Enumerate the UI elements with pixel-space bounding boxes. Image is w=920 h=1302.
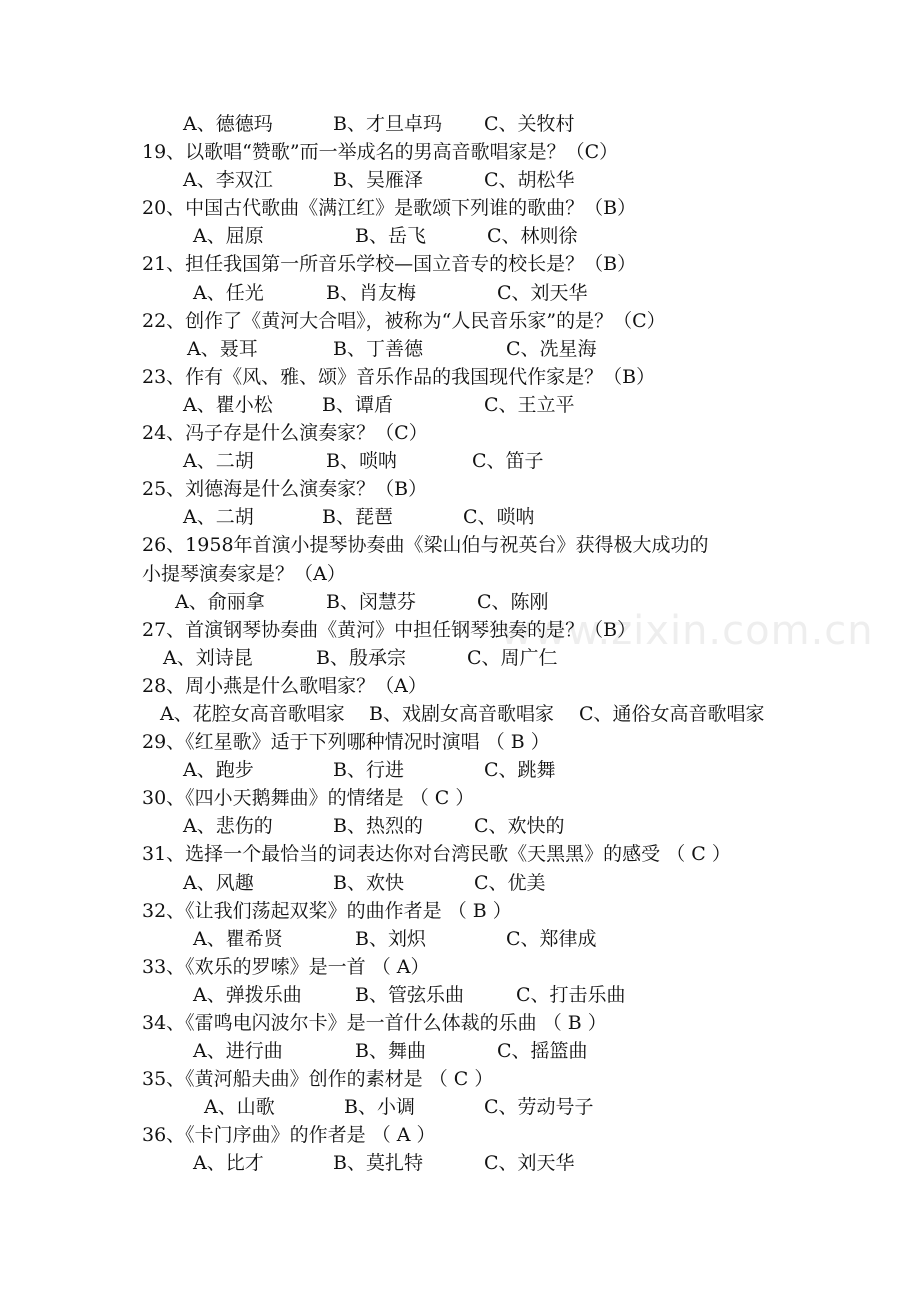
option-c: C、优美 <box>474 871 546 894</box>
answer-options <box>0 1093 920 1121</box>
option-c: C、刘天华 <box>484 1152 575 1175</box>
question-text: 31、选择一个最恰当的词表达你对台湾民歌《天黑黑》的感受 （ C ） <box>142 843 731 866</box>
option-a: A、俞丽拿 <box>175 590 265 613</box>
question-text: 19、以歌唱“赞歌”而一举成名的男高音歌唱家是？（C） <box>142 141 619 164</box>
option-c: C、刘天华 <box>497 281 588 304</box>
answer-options <box>0 1037 920 1065</box>
answer-options <box>0 279 920 307</box>
option-b: B、琵琶 <box>322 506 393 529</box>
question-text: 24、冯子存是什么演奏家？（C） <box>142 422 428 445</box>
question-text: 26、1958年首演小提琴协奏曲《梁山伯与祝英台》获得极大成功的 <box>142 534 709 557</box>
watermark: www.zixin.com.cn <box>500 608 874 654</box>
question-text: 30、《四小天鹅舞曲》的情绪是 （ C ） <box>142 787 475 810</box>
answer-options <box>0 447 920 475</box>
option-a: A、山歌 <box>204 1096 275 1119</box>
option-b: B、唢呐 <box>326 450 397 473</box>
question-text: 20、中国古代歌曲《满江红》是歌颂下列谁的歌曲？（B） <box>142 197 637 220</box>
answer-options <box>0 981 920 1009</box>
answer-options <box>0 812 920 840</box>
option-b: B、刘炽 <box>355 927 426 950</box>
option-a: A、跑步 <box>183 759 254 782</box>
question-text: 25、刘德海是什么演奏家？（B） <box>142 478 428 501</box>
answer-options <box>0 503 920 531</box>
question-text-continued: 小提琴演奏家是？（A） <box>142 562 346 585</box>
question-text: 23、作有《风、雅、颂》音乐作品的我国现代作家是？（B） <box>142 365 656 388</box>
option-c: C、跳舞 <box>484 759 556 782</box>
option-a: A、二胡 <box>183 450 254 473</box>
option-b: B、戏剧女高音歌唱家 <box>369 702 554 725</box>
answer-options <box>0 756 920 784</box>
option-a: A、聂耳 <box>187 337 258 360</box>
option-a: A、德德玛 <box>183 113 273 135</box>
option-c: C、关牧村 <box>484 113 575 135</box>
option-a: A、悲伤的 <box>183 815 273 838</box>
option-b: B、岳飞 <box>355 225 426 248</box>
answer-options <box>0 391 920 419</box>
question-text: 27、首演钢琴协奏曲《黄河》中担任钢琴独奏的是？（B） <box>142 618 637 641</box>
option-a: A、弹拨乐曲 <box>193 983 302 1006</box>
option-c: C、王立平 <box>484 393 575 416</box>
question-text: 34、《雷鸣电闪波尔卡》是一首什么体裁的乐曲 （ B ） <box>142 1012 607 1034</box>
answer-options <box>0 925 920 953</box>
option-c: C、打击乐曲 <box>516 983 626 1006</box>
option-b: B、热烈的 <box>333 815 423 838</box>
option-b: B、谭盾 <box>322 393 393 416</box>
option-a: A、风趣 <box>183 871 254 894</box>
question-text: 36、《卡门序曲》的作者是 （ A ） <box>142 1124 436 1147</box>
question-text: 21、担任我国第一所音乐学校—国立音专的校长是？（B） <box>142 253 637 276</box>
option-c: C、欢快的 <box>474 815 565 838</box>
option-c: C、通俗女高音歌唱家 <box>579 702 765 725</box>
option-c: C、林则徐 <box>487 225 578 248</box>
option-c: C、陈刚 <box>477 590 549 613</box>
option-b: B、欢快 <box>333 871 404 894</box>
option-a: A、刘诗昆 <box>163 646 253 669</box>
answer-options <box>0 335 920 363</box>
question-list <box>0 110 920 1178</box>
answer-options <box>0 1149 920 1177</box>
option-c: C、唢呐 <box>463 506 535 529</box>
option-a: A、瞿小松 <box>183 393 273 416</box>
option-a: A、瞿希贤 <box>193 927 283 950</box>
answer-options <box>0 222 920 250</box>
option-a: A、任光 <box>193 281 264 304</box>
question-text: 35、《黄河船夫曲》创作的素材是 （ C ） <box>142 1068 494 1091</box>
option-b: B、肖友梅 <box>326 281 416 304</box>
answer-options <box>0 588 920 616</box>
answer-options <box>0 700 920 728</box>
option-b: B、莫扎特 <box>333 1152 423 1175</box>
option-c: C、郑律成 <box>506 927 597 950</box>
option-c: C、周广仁 <box>467 646 558 669</box>
option-b: B、丁善德 <box>333 337 423 360</box>
option-b: B、管弦乐曲 <box>355 983 464 1006</box>
option-a: A、二胡 <box>183 506 254 529</box>
option-a: A、比才 <box>193 1152 264 1175</box>
question-text: 29、《红星歌》适于下列哪种情况时演唱 （ B ） <box>142 731 550 754</box>
option-c: C、摇篮曲 <box>497 1040 588 1063</box>
question-text: 32、《让我们荡起双桨》的曲作者是 （ B ） <box>142 899 512 922</box>
option-b: B、才旦卓玛 <box>333 113 442 135</box>
option-b: B、行进 <box>333 759 404 782</box>
option-b: B、殷承宗 <box>316 646 406 669</box>
answer-options <box>0 869 920 897</box>
answer-options <box>0 110 920 138</box>
option-c: C、冼星海 <box>506 337 597 360</box>
option-b: B、闵慧芬 <box>326 590 416 613</box>
option-c: C、劳动号子 <box>484 1096 594 1119</box>
question-text: 28、周小燕是什么歌唱家？（A） <box>142 674 427 697</box>
answer-options <box>0 166 920 194</box>
option-b: B、小调 <box>344 1096 415 1119</box>
option-a: A、进行曲 <box>193 1040 283 1063</box>
option-c: C、胡松华 <box>484 169 575 192</box>
option-a: A、花腔女高音歌唱家 <box>160 702 345 725</box>
question-text: 22、创作了《黄河大合唱》，被称为“人民音乐家”的是？（C） <box>142 309 666 332</box>
option-b: B、舞曲 <box>355 1040 426 1063</box>
option-a: A、屈原 <box>193 225 264 248</box>
question-text: 33、《欢乐的罗嗦》是一首 （ A） <box>142 955 430 978</box>
answer-options <box>0 644 920 672</box>
option-b: B、吴雁泽 <box>333 169 423 192</box>
option-c: C、笛子 <box>472 450 544 473</box>
option-a: A、李双江 <box>183 169 273 192</box>
